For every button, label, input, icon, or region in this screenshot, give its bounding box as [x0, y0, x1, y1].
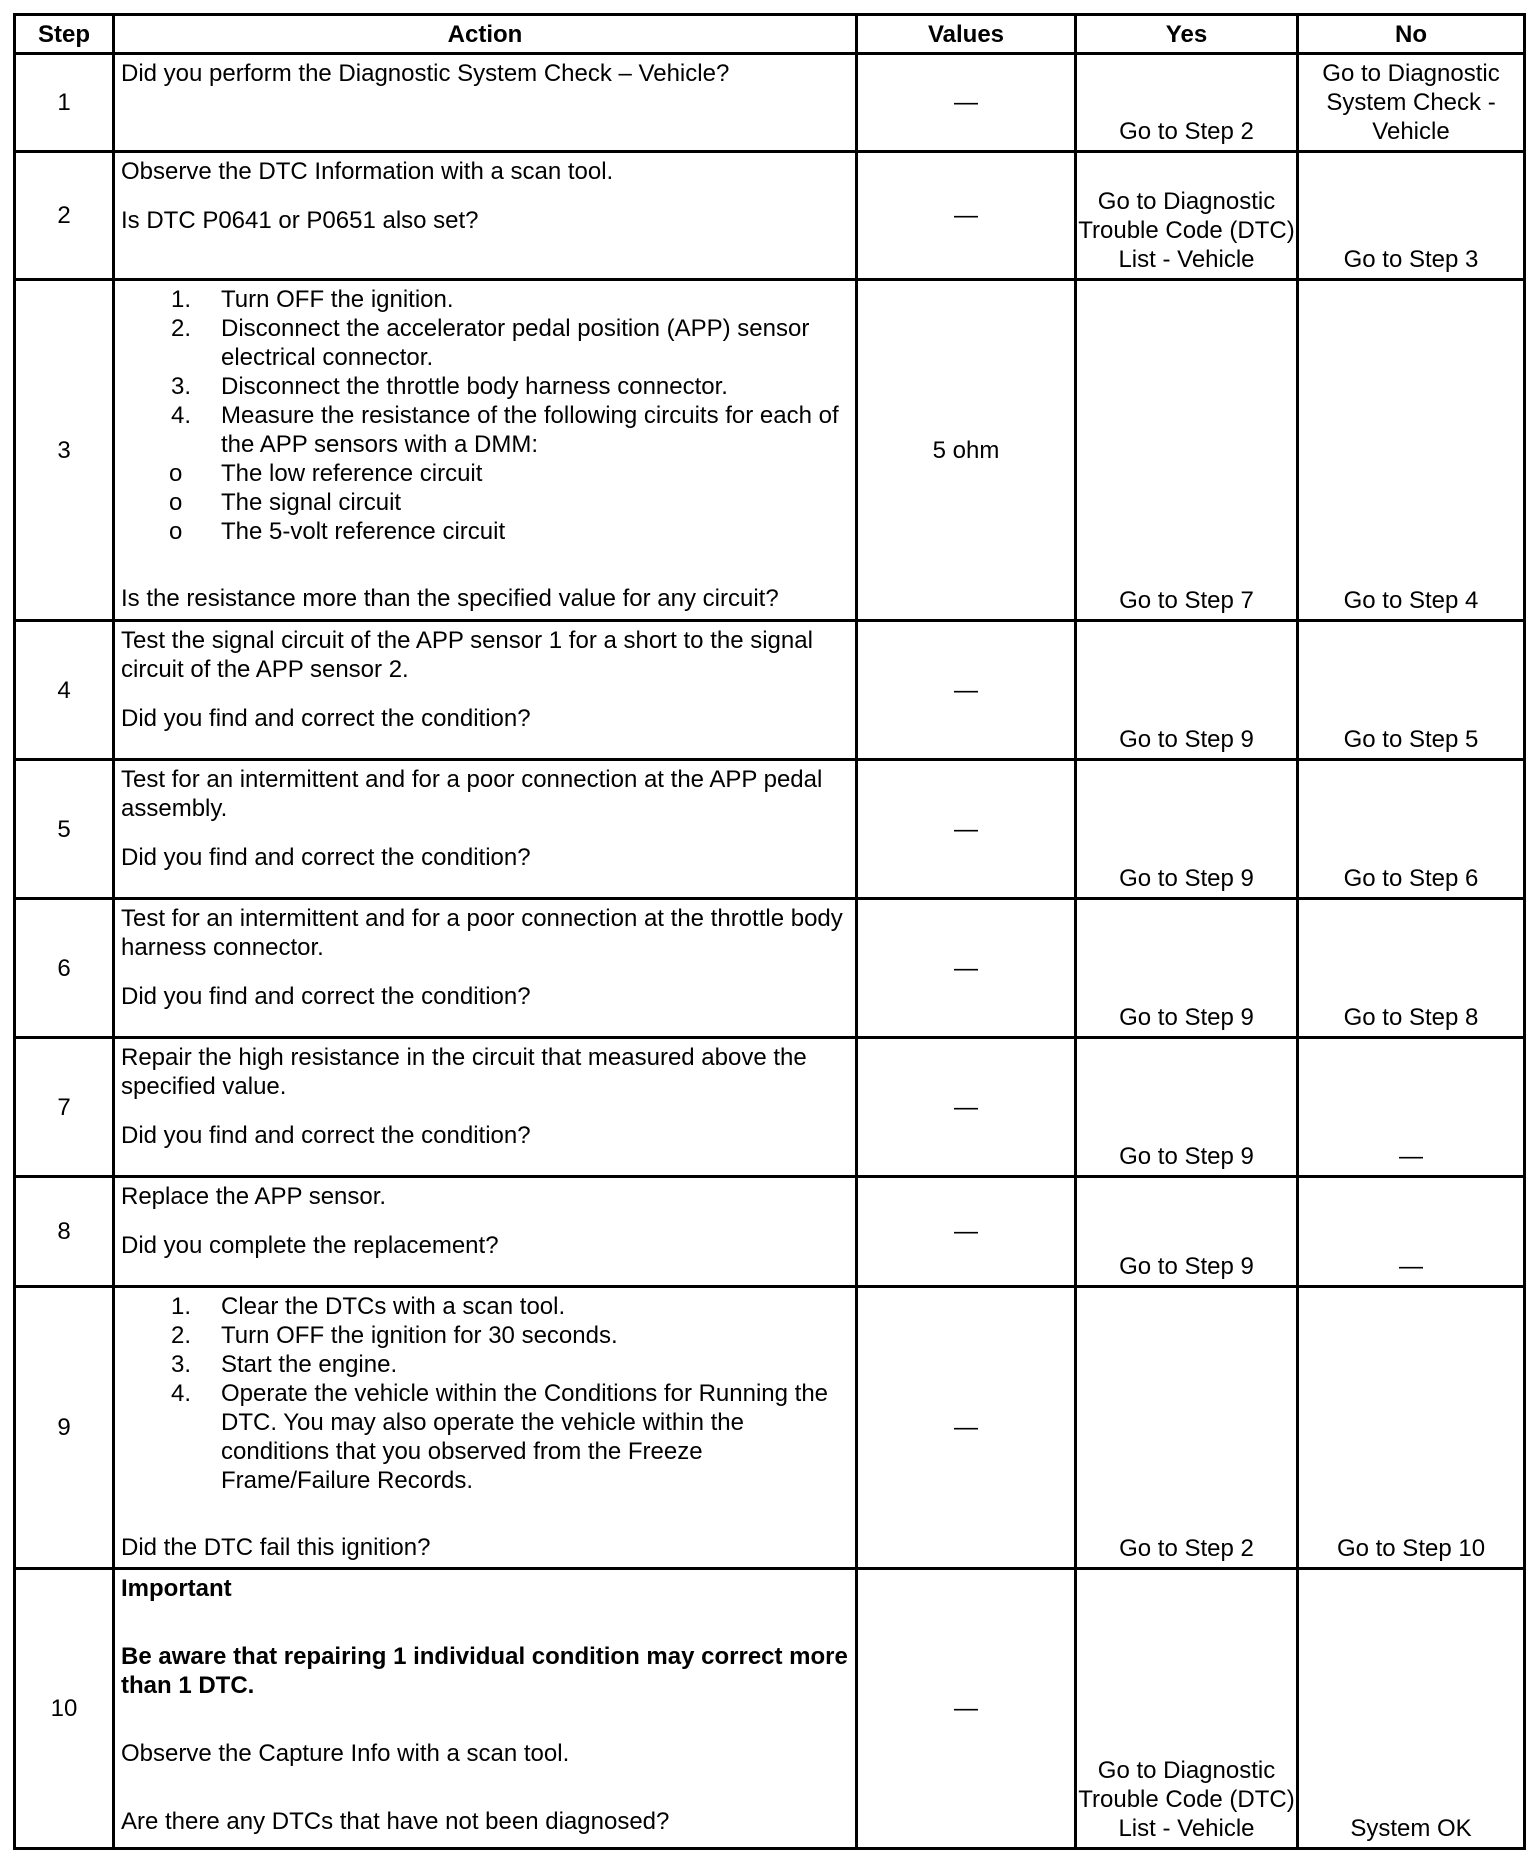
yes-cell: Go to Diagnostic Trouble Code (DTC) List - Vehicle	[1076, 1569, 1298, 1849]
step-number: 3	[15, 280, 114, 621]
values-cell: —	[857, 1038, 1076, 1177]
action-intro: Test for an intermittent and for a poor connection at the APP pedal assembly.	[121, 766, 823, 822]
action-cell	[114, 760, 857, 899]
action-question: Did you find and correct the condition?	[121, 983, 531, 1010]
action-cell	[114, 899, 857, 1038]
action-text: Did you perform the Diagnostic System Check – Vehicle?	[121, 60, 730, 87]
values-cell: —	[857, 1569, 1076, 1849]
table-row	[15, 280, 1525, 621]
table-row	[15, 1287, 1525, 1569]
action-intro: Repair the high resistance in the circuit that measured above the specified value.	[121, 1044, 807, 1100]
action-question: Did you complete the replacement?	[121, 1232, 499, 1259]
step-number: 8	[15, 1177, 114, 1287]
important-heading: Important	[121, 1575, 232, 1602]
header-no: No	[1298, 15, 1525, 54]
list-item: 1. Clear the DTCs with a scan tool.	[171, 1293, 566, 1320]
step-number: 1	[15, 54, 114, 152]
action-cell	[114, 280, 857, 621]
action-question: Are there any DTCs that have not been diagnosed?	[121, 1808, 670, 1835]
step-number: 7	[15, 1038, 114, 1177]
yes-cell: Go to Step 7	[1076, 280, 1298, 621]
action-cell	[114, 1569, 857, 1849]
values-cell: —	[857, 760, 1076, 899]
table-row	[15, 152, 1525, 280]
no-cell: —	[1298, 1177, 1525, 1287]
values-cell: —	[857, 621, 1076, 760]
no-cell: Go to Step 10	[1298, 1287, 1525, 1569]
action-question: Did you find and correct the condition?	[121, 705, 531, 732]
list-item: o The 5-volt reference circuit	[169, 518, 506, 545]
yes-cell: Go to Diagnostic Trouble Code (DTC) List - Vehicle	[1076, 152, 1298, 280]
no-cell: System OK	[1298, 1569, 1525, 1849]
list-item: 4. Operate the vehicle within the Conditions for Running the DTC. You may also operate the vehicle within the conditions that you observed from the Freeze Frame/Failure Records.	[171, 1380, 829, 1494]
no-cell: Go to Step 8	[1298, 899, 1525, 1038]
values-cell: —	[857, 899, 1076, 1038]
action-intro: Test the signal circuit of the APP sensor 1 for a short to the signal circuit of the APP sensor 2.	[121, 627, 813, 683]
yes-cell: Go to Step 9	[1076, 760, 1298, 899]
values-cell: —	[857, 1287, 1076, 1569]
action-cell	[114, 621, 857, 760]
diagnostic-table	[13, 13, 1526, 1850]
important-notice: Be aware that repairing 1 individual condition may correct more than 1 DTC.	[121, 1643, 848, 1699]
action-cell	[114, 54, 857, 152]
table-row	[15, 621, 1525, 760]
yes-cell: Go to Step 9	[1076, 621, 1298, 760]
no-cell: Go to Step 6	[1298, 760, 1525, 899]
step-number: 9	[15, 1287, 114, 1569]
table-row	[15, 1038, 1525, 1177]
action-cell	[114, 1287, 857, 1569]
header-yes: Yes	[1076, 15, 1298, 54]
procedure-list	[121, 1292, 849, 1495]
list-item: 2. Turn OFF the ignition for 30 seconds.	[171, 1322, 618, 1349]
action-intro: Observe the DTC Information with a scan tool.	[121, 158, 614, 185]
diagnostic-table-sheet	[13, 13, 1523, 1850]
header-values: Values	[857, 15, 1076, 54]
list-item: 4. Measure the resistance of the following circuits for each of the APP sensors with a DMM: o The low reference circuit o The signal circuit o The 5-volt reference circuit	[221, 401, 849, 546]
action-cell	[114, 1177, 857, 1287]
header-action: Action	[114, 15, 857, 54]
action-cell	[114, 1038, 857, 1177]
action-intro: Replace the APP sensor.	[121, 1183, 387, 1210]
list-item: 3. Start the engine.	[171, 1351, 398, 1378]
step-number: 10	[15, 1569, 114, 1849]
header-row	[15, 15, 1525, 54]
action-question: Did you find and correct the condition?	[121, 1122, 531, 1149]
action-intro: Observe the Capture Info with a scan tool.	[121, 1740, 570, 1767]
header-step: Step	[15, 15, 114, 54]
circuit-list	[121, 459, 849, 546]
table-row	[15, 760, 1525, 899]
table-row	[15, 1177, 1525, 1287]
list-item: 1. Turn OFF the ignition.	[171, 286, 454, 313]
action-question: Is the resistance more than the specified value for any circuit?	[121, 585, 779, 612]
step-number: 6	[15, 899, 114, 1038]
action-question: Is DTC P0641 or P0651 also set?	[121, 207, 479, 234]
values-cell: —	[857, 54, 1076, 152]
values-cell: —	[857, 1177, 1076, 1287]
step-number: 5	[15, 760, 114, 899]
yes-cell: Go to Step 2	[1076, 1287, 1298, 1569]
procedure-list	[121, 285, 849, 546]
list-item: o The low reference circuit	[169, 460, 483, 487]
list-item: 2. Disconnect the accelerator pedal position (APP) sensor electrical connector.	[171, 315, 810, 371]
table-row	[15, 54, 1525, 152]
yes-cell: Go to Step 9	[1076, 899, 1298, 1038]
step-number: 2	[15, 152, 114, 280]
step-number: 4	[15, 621, 114, 760]
no-cell: Go to Step 4	[1298, 280, 1525, 621]
yes-cell: Go to Step 9	[1076, 1177, 1298, 1287]
no-cell: Go to Diagnostic System Check - Vehicle	[1298, 54, 1525, 152]
table-row	[15, 899, 1525, 1038]
action-question: Did the DTC fail this ignition?	[121, 1534, 431, 1561]
no-cell: —	[1298, 1038, 1525, 1177]
table-row	[15, 1569, 1525, 1849]
action-intro: Test for an intermittent and for a poor connection at the throttle body harness connector.	[121, 905, 843, 961]
list-item: 3. Disconnect the throttle body harness connector.	[171, 373, 728, 400]
values-cell: 5 ohm	[857, 280, 1076, 621]
no-cell: Go to Step 5	[1298, 621, 1525, 760]
action-cell	[114, 152, 857, 280]
values-cell: —	[857, 152, 1076, 280]
list-item: o The signal circuit	[169, 489, 402, 516]
no-cell: Go to Step 3	[1298, 152, 1525, 280]
yes-cell: Go to Step 2	[1076, 54, 1298, 152]
action-question: Did you find and correct the condition?	[121, 844, 531, 871]
yes-cell: Go to Step 9	[1076, 1038, 1298, 1177]
